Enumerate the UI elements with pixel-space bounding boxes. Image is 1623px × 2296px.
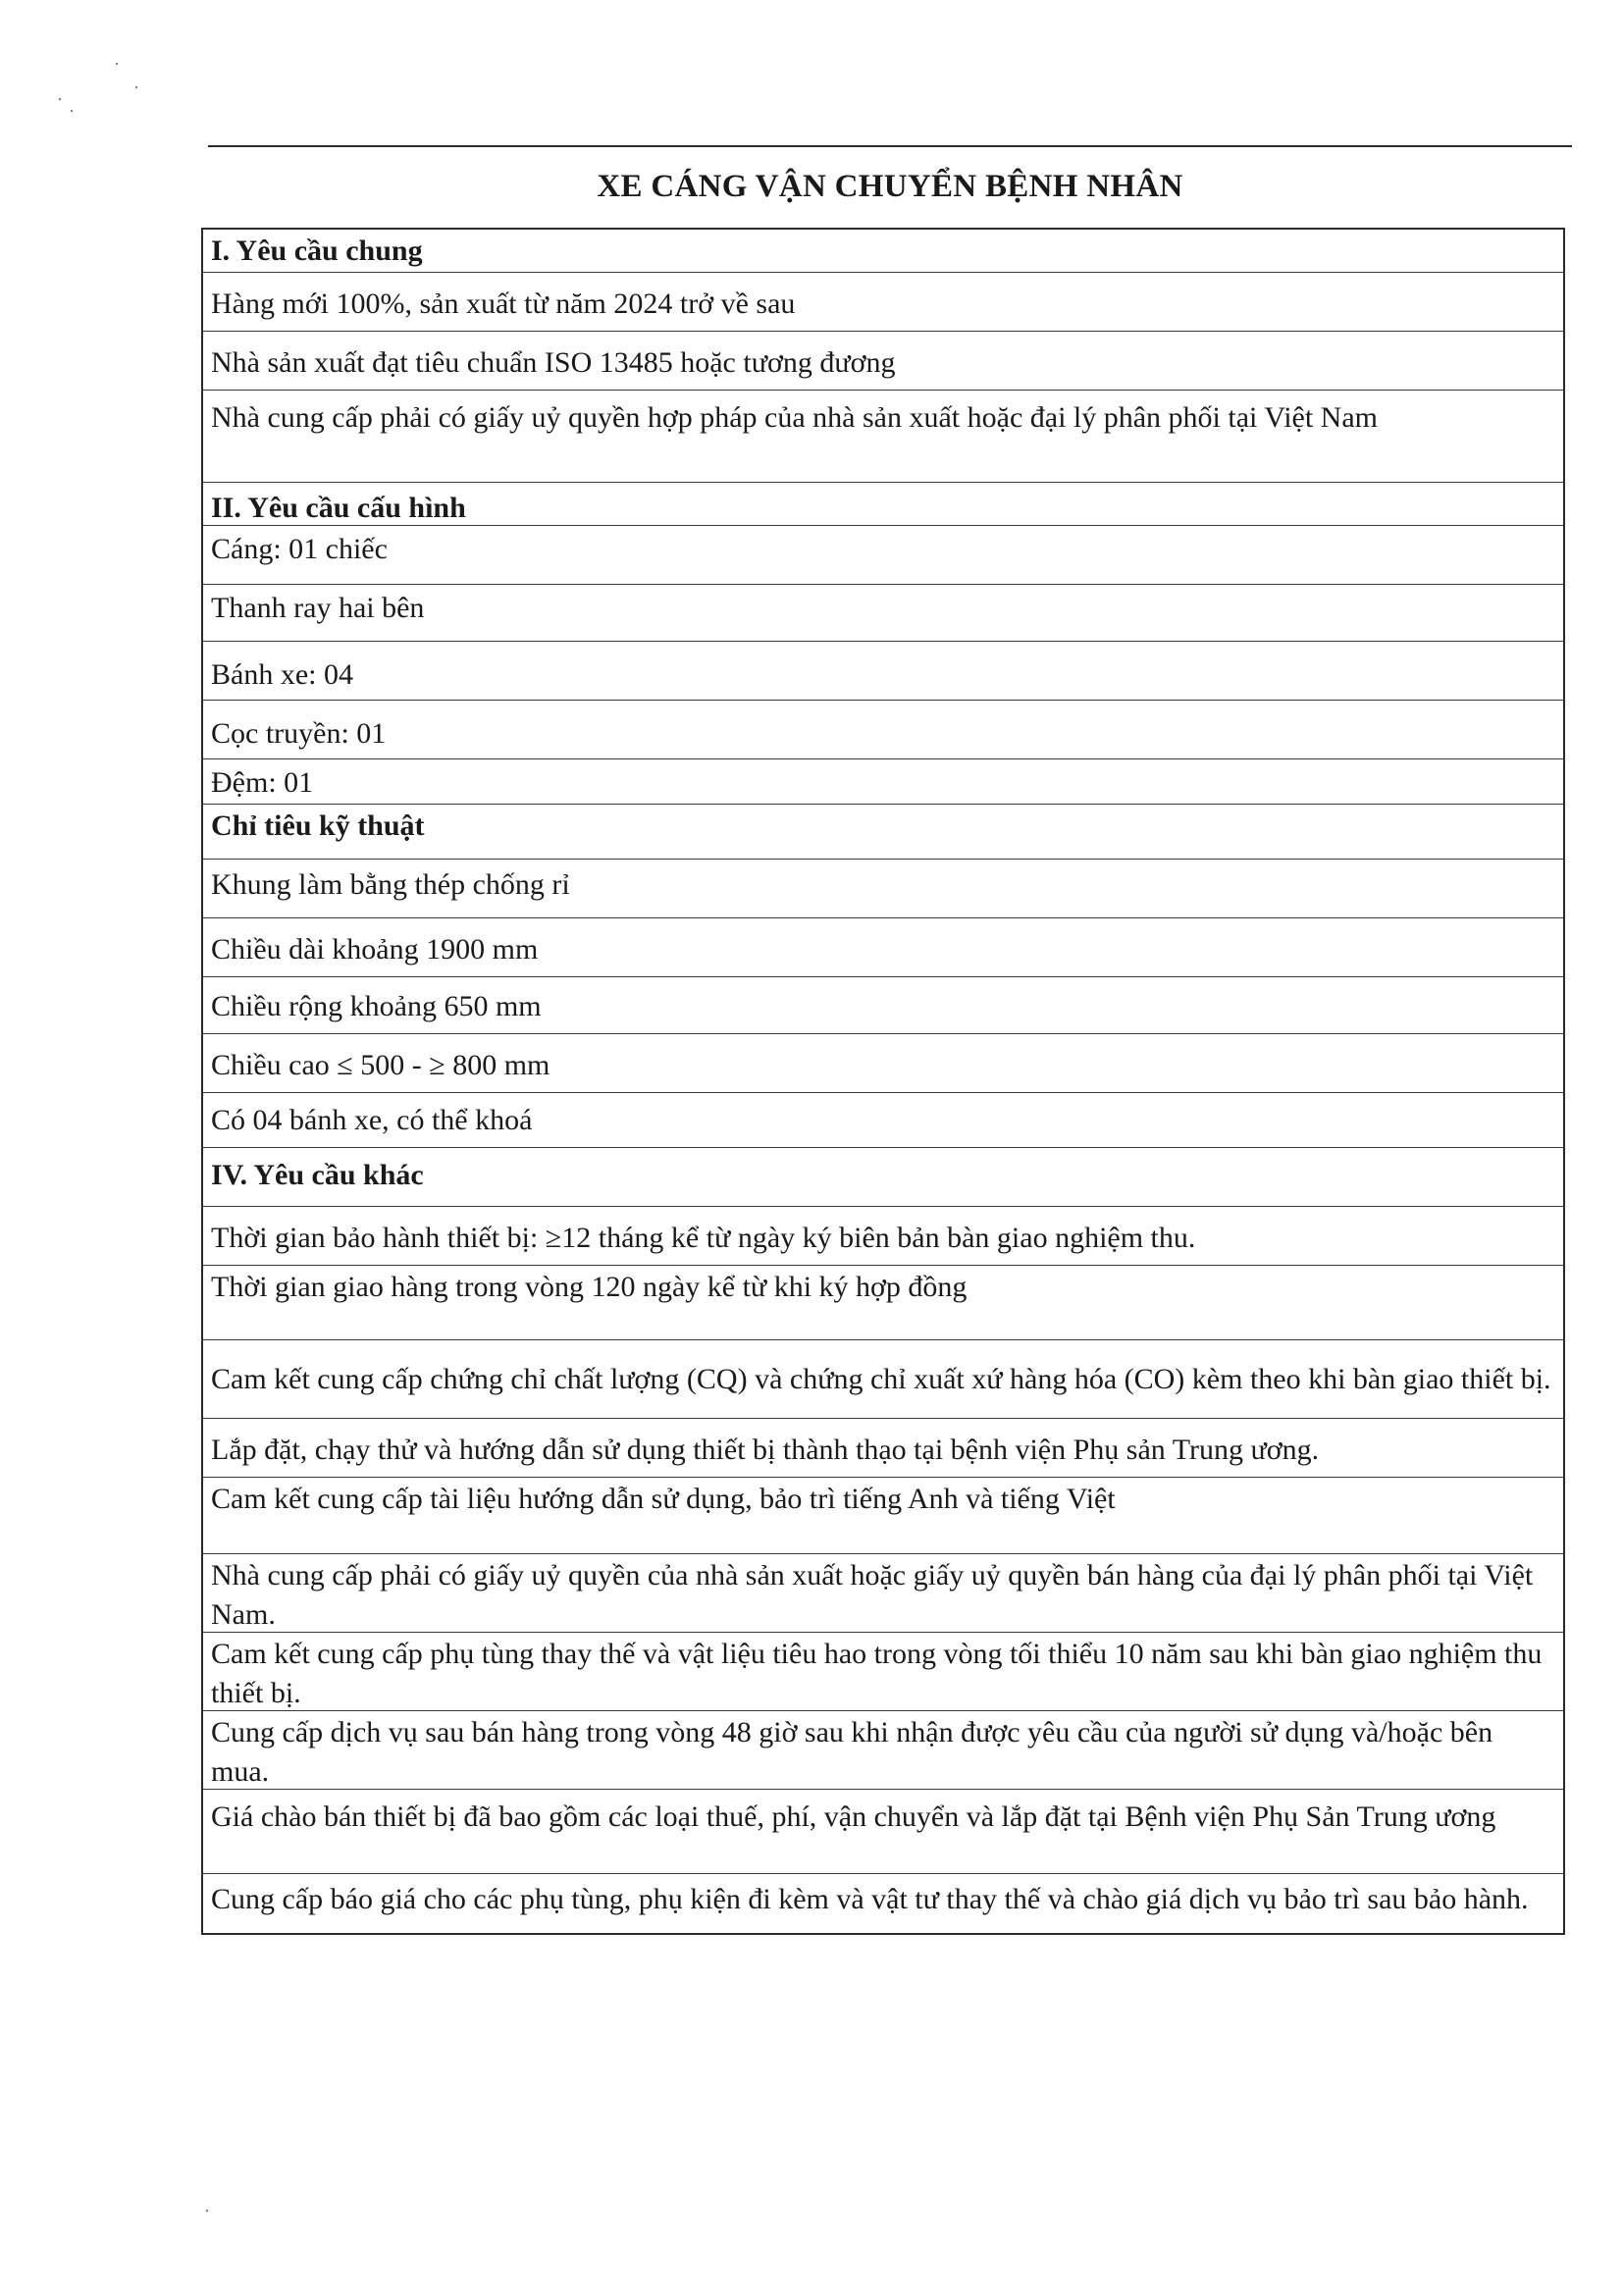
requirement-row (203, 1340, 1563, 1419)
requirement-row (203, 585, 1563, 642)
requirement-row (203, 273, 1563, 332)
section-heading: I. Yêu cầu chung (211, 235, 423, 267)
requirement-text: Cam kết cung cấp phụ tùng thay thế và vật liệu tiêu hao trong vòng tối thiểu 10 năm sau khi bàn giao nghiệm thu thiết bị. (211, 1638, 1543, 1709)
requirement-text: Giá chào bán thiết bị đã bao gồm các loại thuế, phí, vận chuyển và lắp đặt tại Bệnh viện Phụ Sản Trung ương (211, 1800, 1496, 1833)
scan-speck (71, 110, 73, 112)
requirement-text: Đệm: 01 (211, 766, 314, 799)
requirement-row (203, 701, 1563, 759)
requirement-row (203, 1034, 1563, 1093)
requirement-row (203, 642, 1563, 701)
scan-speck (59, 98, 61, 100)
requirement-text: Nhà sản xuất đạt tiêu chuẩn ISO 13485 hoặc tương đương (211, 346, 896, 379)
requirement-text: Chiều rộng khoảng 650 mm (211, 990, 542, 1022)
requirement-text: Cung cấp báo giá cho các phụ tùng, phụ kiện đi kèm và vật tư thay thế và chào giá dịch vụ bảo trì sau bảo hành. (211, 1883, 1529, 1915)
requirement-text: Lắp đặt, chạy thử và hướng dẫn sử dụng thiết bị thành thạo tại bệnh viện Phụ sản Trung ương. (211, 1434, 1320, 1466)
requirement-text: Chiều dài khoảng 1900 mm (211, 933, 539, 965)
requirement-text: Có 04 bánh xe, có thể khoá (211, 1104, 533, 1136)
requirement-row (203, 759, 1563, 805)
section-heading-row (203, 483, 1563, 526)
requirement-row (203, 1093, 1563, 1148)
section-heading-row (203, 230, 1563, 273)
scan-speck (135, 86, 137, 88)
section-heading: IV. Yêu cầu khác (211, 1159, 424, 1191)
requirement-text: Khung làm bằng thép chống rỉ (211, 868, 570, 901)
requirement-text: Thanh ray hai bên (211, 592, 425, 624)
section-heading-row (203, 805, 1563, 860)
requirement-row (203, 391, 1563, 483)
requirement-row (203, 1711, 1563, 1790)
requirement-text: Thời gian giao hàng trong vòng 120 ngày kể từ khi ký hợp đồng (211, 1271, 968, 1303)
requirement-text: Cọc truyền: 01 (211, 717, 387, 750)
requirement-row (203, 1633, 1563, 1711)
requirements-table (201, 228, 1565, 1935)
section-heading-row (203, 1148, 1563, 1207)
top-rule (208, 145, 1572, 147)
requirement-text: Thời gian bảo hành thiết bị: ≥12 tháng kể từ ngày ký biên bản bàn giao nghiệm thu. (211, 1222, 1196, 1254)
requirement-row (203, 1554, 1563, 1633)
requirement-text: Nhà cung cấp phải có giấy uỷ quyền hợp pháp của nhà sản xuất hoặc đại lý phân phối tại Việt Nam (211, 401, 1378, 434)
requirement-text: Cam kết cung cấp tài liệu hướng dẫn sử dụng, bảo trì tiếng Anh và tiếng Việt (211, 1483, 1116, 1515)
requirement-row (203, 918, 1563, 977)
document-title: XE CÁNG VẬN CHUYỂN BỆNH NHÂN (597, 169, 1183, 204)
requirement-text: Bánh xe: 04 (211, 658, 353, 691)
section-heading: II. Yêu cầu cấu hình (211, 492, 466, 524)
scan-speck (116, 63, 118, 65)
requirement-row (203, 1478, 1563, 1554)
requirement-text: Cung cấp dịch vụ sau bán hàng trong vòng 48 giờ sau khi nhận được yêu cầu của người sử dụng và/hoặc bên mua. (211, 1716, 1493, 1788)
requirement-text: Hàng mới 100%, sản xuất từ năm 2024 trở về sau (211, 287, 796, 320)
requirement-row (203, 860, 1563, 918)
requirement-row (203, 1790, 1563, 1874)
requirement-row (203, 1874, 1563, 1933)
requirement-row (203, 977, 1563, 1034)
requirement-row (203, 526, 1563, 585)
scan-speck (206, 2210, 208, 2212)
requirement-row (203, 1266, 1563, 1340)
requirement-text: Nhà cung cấp phải có giấy uỷ quyền của nhà sản xuất hoặc giấy uỷ quyền bán hàng của đại lý phân phối tại Việt Nam. (211, 1559, 1534, 1631)
requirement-row (203, 332, 1563, 391)
requirement-text: Chiều cao ≤ 500 - ≥ 800 mm (211, 1049, 550, 1081)
requirement-row (203, 1419, 1563, 1478)
requirement-row (203, 1207, 1563, 1266)
requirement-text: Cam kết cung cấp chứng chỉ chất lượng (CQ) và chứng chỉ xuất xứ hàng hóa (CO) kèm theo khi bàn giao thiết bị. (211, 1363, 1551, 1395)
requirement-text: Cáng: 01 chiếc (211, 533, 388, 565)
section-heading: Chỉ tiêu kỹ thuật (211, 809, 425, 842)
